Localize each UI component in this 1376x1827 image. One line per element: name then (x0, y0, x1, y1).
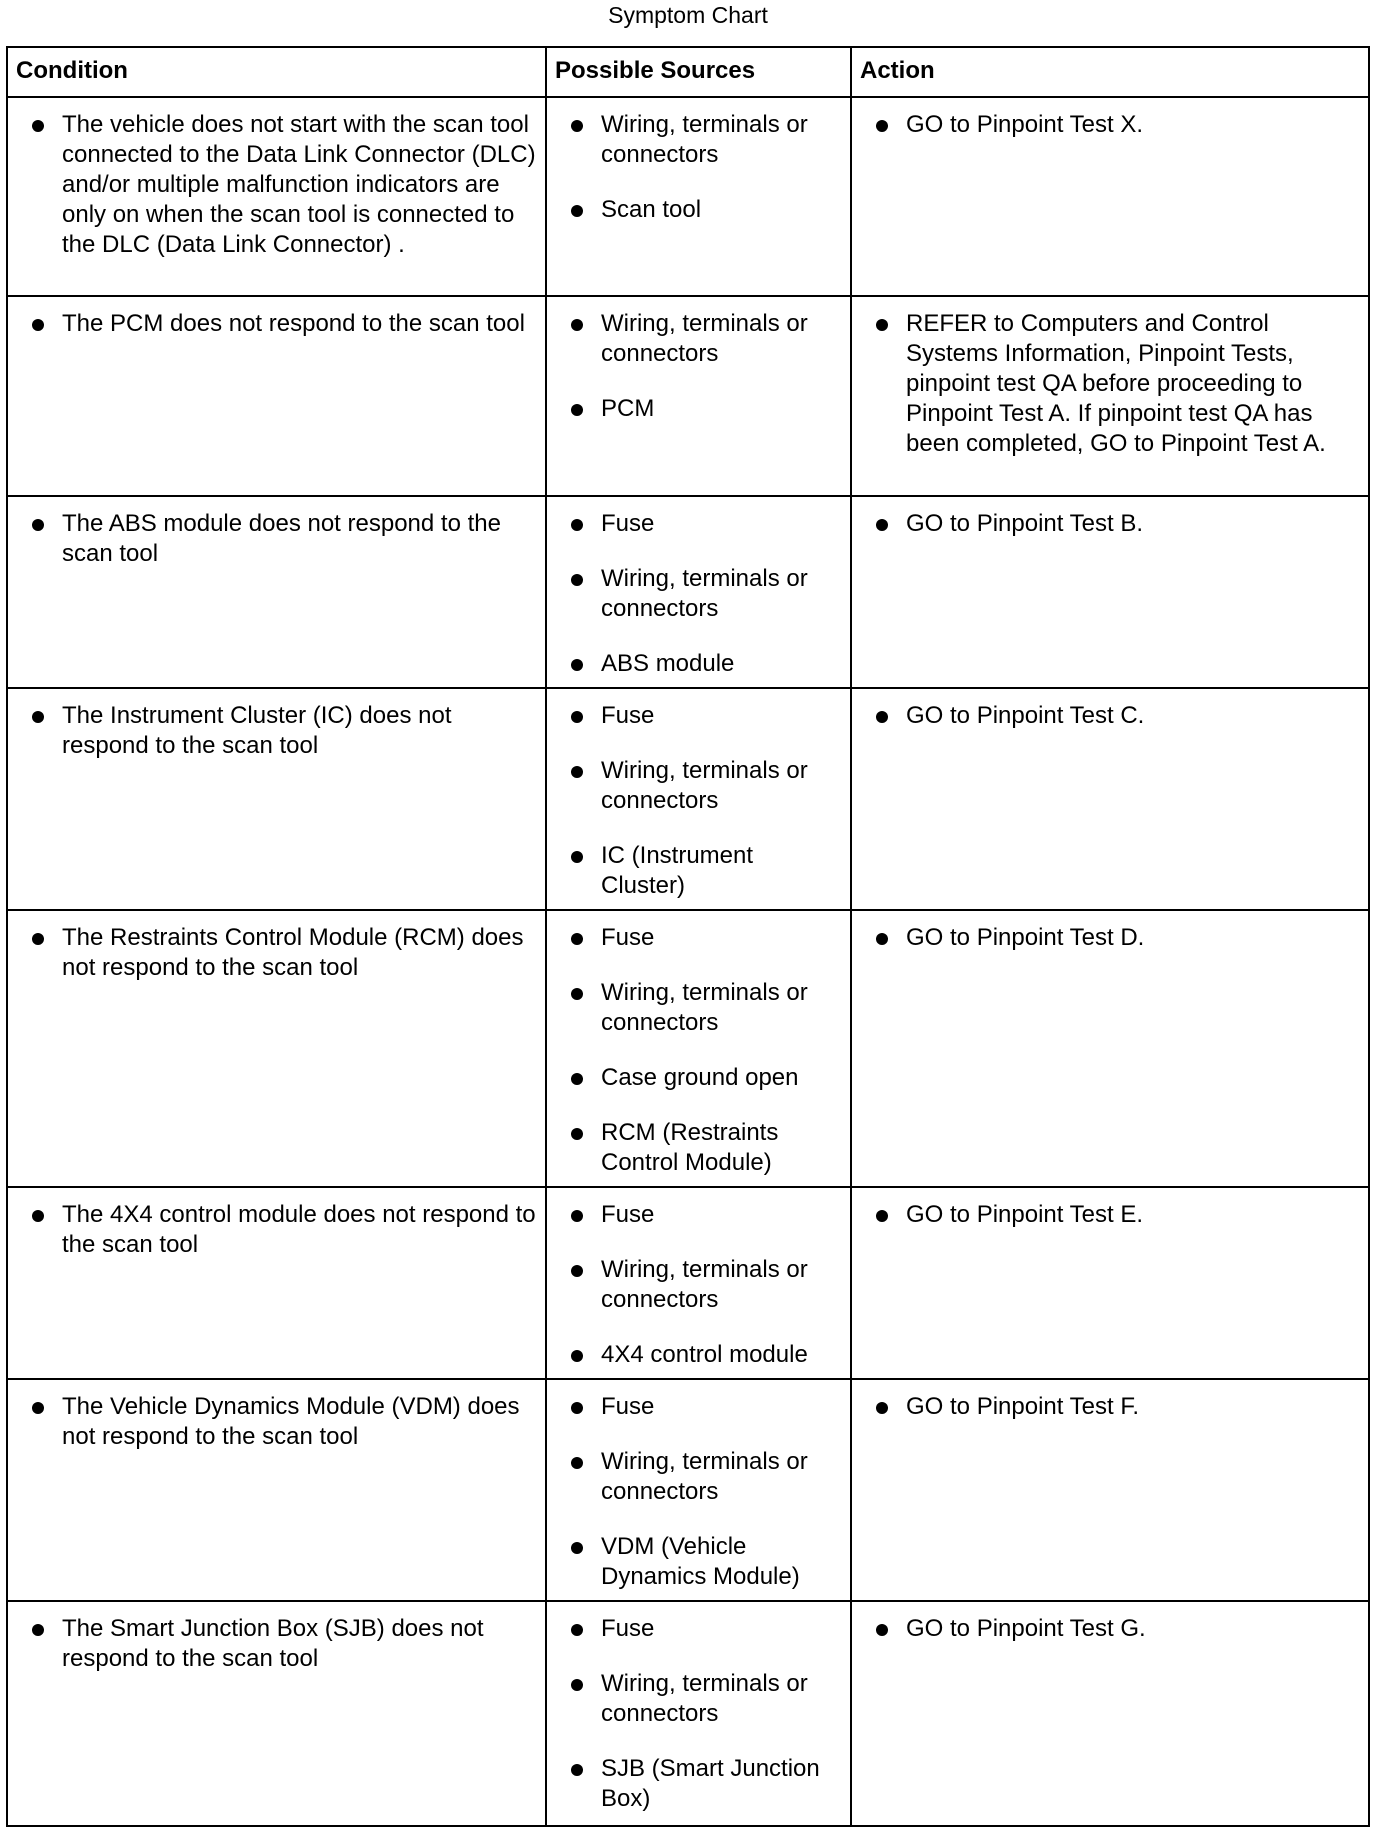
source-item (569, 309, 842, 369)
table-body (7, 97, 1369, 1826)
bullet-icon (32, 319, 44, 331)
table-row (7, 1379, 1369, 1601)
source-item-text: Fuse (601, 702, 655, 729)
bullet-icon (32, 711, 44, 723)
action-cell (851, 910, 1369, 1187)
bullet-icon (571, 1764, 583, 1776)
source-item-text: Wiring, terminals or connectors (601, 310, 808, 367)
bullet-icon (571, 404, 583, 416)
bullet-icon (571, 574, 583, 586)
source-item-text: Wiring, terminals or connectors (601, 111, 808, 168)
action-cell (851, 496, 1369, 688)
action-cell (851, 1379, 1369, 1601)
action-cell (851, 1187, 1369, 1379)
source-item (569, 1340, 842, 1370)
sources-cell (546, 296, 851, 496)
condition-cell (7, 296, 546, 496)
condition-item-text: The ABS module does not respond to the scan tool (62, 510, 501, 567)
condition-item-text: The Vehicle Dynamics Module (VDM) does not respond to the scan tool (62, 1393, 520, 1450)
action-item-text: GO to Pinpoint Test F. (906, 1393, 1140, 1420)
condition-item (30, 509, 537, 569)
condition-item (30, 923, 537, 983)
sources-cell (546, 1187, 851, 1379)
condition-cell (7, 910, 546, 1187)
source-item (569, 394, 842, 424)
table-row (7, 97, 1369, 296)
source-item-text: Scan tool (601, 196, 702, 223)
action-item-text: GO to Pinpoint Test D. (906, 924, 1145, 951)
bullet-icon (571, 1457, 583, 1469)
action-item-text: GO to Pinpoint Test E. (906, 1201, 1144, 1228)
source-item (569, 841, 842, 901)
chart-title: Symptom Chart (608, 2, 768, 28)
source-item-text: VDM (Vehicle Dynamics Module) (601, 1533, 800, 1590)
source-item (569, 1392, 842, 1422)
action-item (874, 509, 1360, 539)
bullet-icon (571, 1128, 583, 1140)
condition-cell (7, 688, 546, 910)
condition-item-text: The Restraints Control Module (RCM) does not respond to the scan tool (62, 924, 524, 981)
condition-cell (7, 1379, 546, 1601)
source-item (569, 978, 842, 1038)
bullet-icon (876, 933, 888, 945)
bullet-icon (571, 988, 583, 1000)
header-action: Action (851, 47, 1369, 97)
table-row (7, 1187, 1369, 1379)
table-row (7, 296, 1369, 496)
condition-cell (7, 1601, 546, 1826)
condition-item-text: The Smart Junction Box (SJB) does not respond to the scan tool (62, 1615, 484, 1672)
bullet-icon (32, 1402, 44, 1414)
source-item-text: Wiring, terminals or connectors (601, 1256, 808, 1313)
source-item-text: ABS module (601, 650, 735, 677)
source-item-text: Wiring, terminals or connectors (601, 1670, 808, 1727)
source-item (569, 509, 842, 539)
bullet-icon (571, 205, 583, 217)
sources-cell (546, 688, 851, 910)
action-item (874, 1392, 1360, 1422)
bullet-icon (571, 1350, 583, 1362)
bullet-icon (571, 1402, 583, 1414)
source-item-text: RCM (Restraints Control Module) (601, 1119, 779, 1176)
bullet-icon (571, 711, 583, 723)
source-item-text: Case ground open (601, 1064, 799, 1091)
bullet-icon (571, 851, 583, 863)
bullet-icon (32, 933, 44, 945)
source-item-text: Fuse (601, 510, 655, 537)
source-item-text: Fuse (601, 1393, 655, 1420)
condition-item (30, 110, 537, 260)
header-condition: Condition (7, 47, 546, 97)
condition-item-text: The 4X4 control module does not respond to the scan tool (62, 1201, 536, 1258)
bullet-icon (876, 1624, 888, 1636)
bullet-icon (876, 120, 888, 132)
bullet-icon (32, 1210, 44, 1222)
source-item (569, 1255, 842, 1315)
bullet-icon (571, 1210, 583, 1222)
source-item (569, 1532, 842, 1592)
condition-item-text: The PCM does not respond to the scan tool (62, 310, 525, 337)
bullet-icon (571, 519, 583, 531)
source-item-text: Fuse (601, 1201, 655, 1228)
bullet-icon (571, 766, 583, 778)
source-item (569, 110, 842, 170)
source-item-text: 4X4 control module (601, 1341, 808, 1368)
action-item (874, 1200, 1360, 1230)
source-item (569, 1669, 842, 1729)
bullet-icon (571, 933, 583, 945)
bullet-icon (32, 1624, 44, 1636)
action-item-text: GO to Pinpoint Test X. (906, 111, 1144, 138)
bullet-icon (571, 1679, 583, 1691)
header-row (7, 47, 1369, 97)
action-item (874, 923, 1360, 953)
sources-cell (546, 910, 851, 1187)
bullet-icon (32, 120, 44, 132)
bullet-icon (571, 1265, 583, 1277)
source-item-text: Fuse (601, 924, 655, 951)
action-item (874, 1614, 1360, 1644)
source-item (569, 1447, 842, 1507)
header-possible-sources: Possible Sources (546, 47, 851, 97)
bullet-icon (876, 319, 888, 331)
condition-item (30, 1200, 537, 1260)
table-row (7, 688, 1369, 910)
source-item (569, 756, 842, 816)
source-item (569, 1754, 842, 1814)
bullet-icon (876, 1402, 888, 1414)
source-item (569, 195, 842, 225)
table-row (7, 496, 1369, 688)
sources-cell (546, 1379, 851, 1601)
action-item-text: GO to Pinpoint Test G. (906, 1615, 1146, 1642)
bullet-icon (876, 711, 888, 723)
action-item (874, 701, 1360, 731)
bullet-icon (876, 1210, 888, 1222)
condition-cell (7, 1187, 546, 1379)
sources-cell (546, 1601, 851, 1826)
source-item-text: PCM (601, 395, 655, 422)
action-item (874, 110, 1360, 140)
condition-cell (7, 97, 546, 296)
bullet-icon (571, 1073, 583, 1085)
bullet-icon (571, 1624, 583, 1636)
bullet-icon (571, 120, 583, 132)
source-item (569, 649, 842, 679)
sources-cell (546, 496, 851, 688)
condition-item-text: The vehicle does not start with the scan tool connected to the Data Link Connector (DLC) and/or multiple malfunction indicators are only on when the scan tool is connected to the DLC (Data Link Connector) . (62, 111, 536, 258)
action-item (874, 309, 1360, 459)
action-item-text: GO to Pinpoint Test C. (906, 702, 1145, 729)
bullet-icon (571, 319, 583, 331)
action-cell (851, 296, 1369, 496)
source-item (569, 923, 842, 953)
bullet-icon (32, 519, 44, 531)
symptom-table (6, 46, 1370, 1827)
source-item (569, 1063, 842, 1093)
source-item-text: Wiring, terminals or connectors (601, 1448, 808, 1505)
bullet-icon (571, 1542, 583, 1554)
bullet-icon (876, 519, 888, 531)
condition-item-text: The Instrument Cluster (IC) does not respond to the scan tool (62, 702, 452, 759)
table-row (7, 910, 1369, 1187)
source-item-text: Wiring, terminals or connectors (601, 757, 808, 814)
condition-item (30, 1614, 537, 1674)
source-item (569, 1118, 842, 1178)
condition-item (30, 1392, 537, 1452)
bullet-icon (571, 659, 583, 671)
source-item-text: SJB (Smart Junction Box) (601, 1755, 820, 1812)
condition-item (30, 309, 537, 339)
condition-cell (7, 496, 546, 688)
action-cell (851, 1601, 1369, 1826)
source-item (569, 701, 842, 731)
source-item-text: Wiring, terminals or connectors (601, 565, 808, 622)
table-row (7, 1601, 1369, 1826)
action-item-text: GO to Pinpoint Test B. (906, 510, 1144, 537)
source-item-text: IC (Instrument Cluster) (601, 842, 754, 899)
condition-item (30, 701, 537, 761)
sources-cell (546, 97, 851, 296)
source-item (569, 1614, 842, 1644)
action-cell (851, 97, 1369, 296)
source-item-text: Wiring, terminals or connectors (601, 979, 808, 1036)
action-cell (851, 688, 1369, 910)
source-item (569, 564, 842, 624)
action-item-text: REFER to Computers and Control Systems Information, Pinpoint Tests, pinpoint test QA before proceeding to Pinpoint Test A. If pinpoint test QA has been completed, GO to Pinpoint Test A. (906, 310, 1326, 457)
source-item-text: Fuse (601, 1615, 655, 1642)
source-item (569, 1200, 842, 1230)
